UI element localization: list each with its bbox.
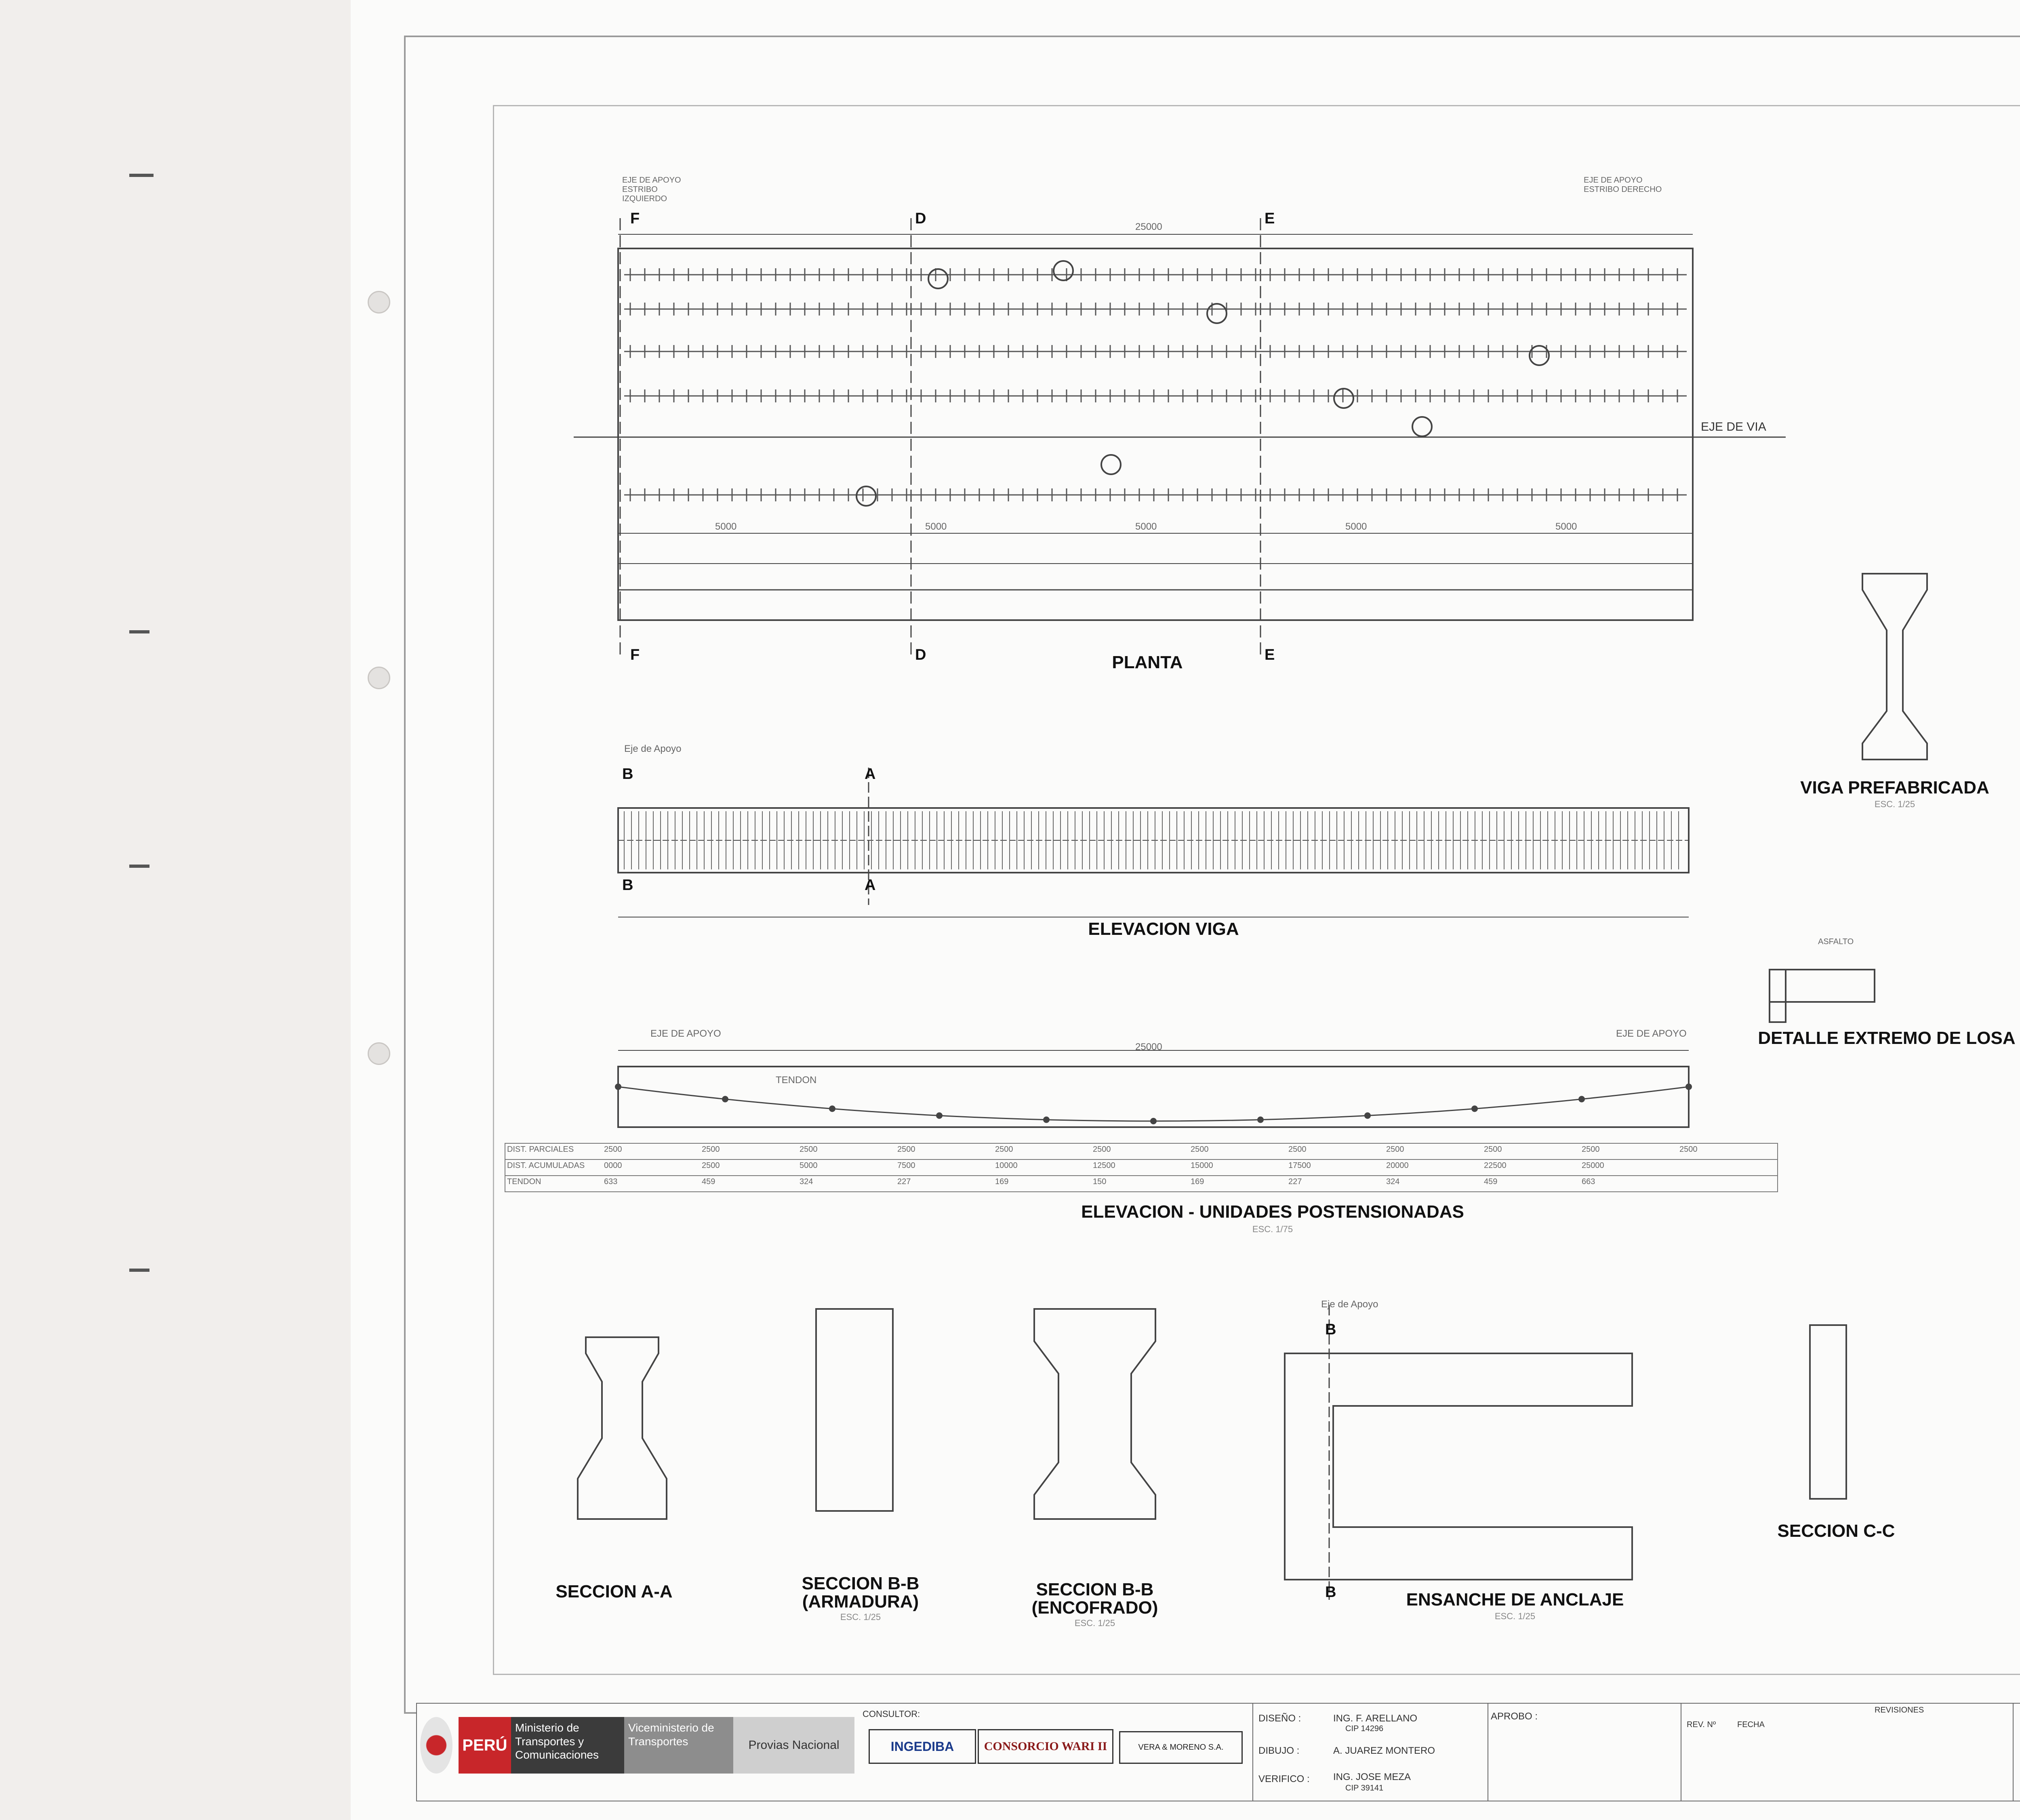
post-table-cell: 150 [1093,1177,1107,1186]
planta-span-2: 5000 [925,521,947,532]
planta-anchor-3 [1207,304,1227,323]
post-tendon-node [1471,1105,1478,1112]
post-table-cell: 633 [604,1177,618,1186]
post-table-cell: 324 [800,1177,813,1186]
post-table-cell: 2500 [604,1145,622,1154]
view-title-seccion-bb-enc: SECCION B-B [1036,1580,1154,1599]
subtitle-seccion-bb-arm: (ARMADURA) [802,1592,919,1612]
view-title-seccion-bb-arm: SECCION B-B [802,1574,920,1593]
vera-moreno-logo: VERA & MORENO S.A. [1119,1731,1243,1764]
post-tendon-node [1578,1096,1585,1103]
view-title-viga-prefabricada: VIGA PREFABRICADA [1800,778,1989,797]
revisiones-box [1681,1703,2014,1801]
ingediba-logo: INGEDIBA [869,1729,976,1764]
cut-mark-a-bottom: A [865,877,876,894]
post-table-cell: 2500 [1679,1145,1698,1154]
post-total-dim: 25000 [1135,1042,1162,1052]
post-tendon-node [722,1096,728,1103]
detalle-asfalto: ASFALTO [1818,937,1854,946]
view-title-planta: PLANTA [1112,652,1183,672]
seccion-bb-enc-shape [1034,1309,1155,1519]
planta-anchor-1 [928,269,948,288]
post-table-cell: 2500 [702,1145,720,1154]
post-table-cell: 25000 [1582,1161,1604,1170]
post-table-cell: 17500 [1288,1161,1311,1170]
post-table-cell: 10000 [995,1161,1018,1170]
post-table-cell: 2500 [1484,1145,1502,1154]
aprobo-label: APROBO : [1491,1711,1538,1722]
post-tendon-node [1364,1112,1371,1119]
planta-span-5: 5000 [1555,521,1577,532]
post-table-cell: 22500 [1484,1161,1507,1170]
detalle-extremo-edge [1770,970,1786,1022]
rev-no-col: REV. Nº [1687,1720,1716,1729]
post-table-cell: 2500 [995,1145,1013,1154]
post-table-cell: 0000 [604,1161,622,1170]
planta-span-4: 5000 [1345,521,1367,532]
planta-span-3: 5000 [1135,521,1157,532]
post-table-cell: 227 [897,1177,911,1186]
post-tendon-node [1685,1084,1692,1090]
post-table-cell: 2500 [800,1145,818,1154]
post-table-cell: 15000 [1191,1161,1213,1170]
view-title-seccion-aa: SECCION A-A [556,1582,673,1601]
scale-seccion-bb-arm: ESC. 1/25 [840,1612,881,1622]
planta-span-1: 5000 [715,521,737,532]
cut-mark-b-ensanche-top: B [1325,1321,1336,1338]
elev-viga-eje-apoyo: Eje de Apoyo [624,743,682,754]
consorcio-logo: CONSORCIO WARI II [978,1729,1113,1764]
post-tendon-node [829,1105,835,1112]
subtitle-seccion-bb-enc: (ENCOFRADO) [1031,1598,1158,1618]
post-table-cell: 459 [1484,1177,1498,1186]
cut-mark-d-bottom: D [915,646,926,663]
seccion-cc-shape [1810,1325,1846,1499]
post-table-cell: 20000 [1386,1161,1409,1170]
revisiones-label: REVISIONES [1875,1706,1924,1715]
post-table-cell: 2500 [1288,1145,1307,1154]
post-table-cell: 2500 [1582,1145,1600,1154]
cut-mark-e-bottom: E [1265,646,1275,663]
ensanche-shape [1285,1353,1632,1580]
post-table-cell: 2500 [1191,1145,1209,1154]
diseno-name: ING. F. ARELLANO [1333,1713,1418,1724]
post-tendon-node [1150,1118,1157,1124]
post-table-cell: 7500 [897,1161,915,1170]
scale-viga-prefabricada: ESC. 1/25 [1874,799,1915,809]
study-title [2016,1711,2020,1784]
consultor-label: CONSULTOR: [863,1709,920,1719]
verifico-label: VERIFICO : [1258,1774,1310,1784]
post-tendon-label: TENDON [776,1075,817,1086]
post-tendon-node [615,1084,621,1090]
study-line-1 [2016,1711,2020,1730]
cut-mark-d-top: D [915,210,926,227]
planta-eje-apoyo-izq: EJE DE APOYO ESTRIBO IZQUIERDO [622,176,681,203]
seccion-bb-arm-shape [816,1309,893,1511]
post-table-cell: 2500 [897,1145,915,1154]
planta-total-dim: 25000 [1135,221,1162,232]
view-title-elevacion-viga: ELEVACION VIGA [1088,919,1239,939]
planta-eje-via-label: EJE DE VIA [1701,420,1766,433]
cut-mark-b-ensanche-bottom: B [1325,1584,1336,1601]
diseno-cip: CIP 14296 [1345,1724,1384,1733]
post-table-cell: 2500 [1093,1145,1111,1154]
seccion-aa-shape [578,1337,667,1519]
post-tendon-node [936,1112,943,1119]
cut-mark-a-top: A [865,766,876,783]
post-table-cell: 459 [702,1177,715,1186]
post-tendon-node [1043,1117,1050,1123]
planta-anchor-6 [1412,417,1432,436]
post-table-cell: 2500 [702,1161,720,1170]
planta-anchor-2 [1054,261,1073,280]
study-line-2 [2016,1730,2020,1748]
post-table-cell: 227 [1288,1177,1302,1186]
scale-seccion-bb-enc: ESC. 1/25 [1074,1618,1115,1628]
post-eje-apoyo-l: EJE DE APOYO [650,1028,721,1039]
cut-mark-e-top: E [1265,210,1275,227]
dibujo-label: DIBUJO : [1258,1745,1300,1756]
cut-mark-b-top: B [622,766,633,783]
view-title-ensanche: ENSANCHE DE ANCLAJE [1406,1590,1624,1610]
verifico-name: ING. JOSE MEZA [1333,1772,1411,1782]
peru-coat-of-arms-icon [420,1717,452,1774]
post-tendon-profile [618,1087,1689,1121]
cut-mark-b-bottom: B [622,877,633,894]
contrato [2016,1766,2020,1784]
provias-logo: Provias Nacional [733,1717,854,1774]
post-eje-apoyo-r: EJE DE APOYO [1616,1028,1687,1039]
cut-mark-f-top: F [630,210,640,227]
ensanche-eje-apoyo: Eje de Apoyo [1321,1299,1378,1310]
post-table-cell: 169 [1191,1177,1204,1186]
ministerio-logo: Ministerio de Transportes y Comunicaciones [511,1717,624,1774]
peru-logo: PERÚ [459,1717,511,1774]
scale-elevacion-post: ESC. 1/75 [1252,1224,1293,1234]
diseno-label: DISEÑO : [1258,1713,1301,1724]
view-title-seccion-cc: SECCION C-C [1777,1521,1895,1541]
post-table-row-label: DIST. PARCIALES [507,1145,574,1154]
cut-mark-f-bottom: F [630,646,640,663]
fecha-col: FECHA [1737,1720,1765,1729]
post-table-cell: 324 [1386,1177,1400,1186]
post-tendon-node [1257,1117,1264,1123]
planta-anchor-5 [1334,389,1353,408]
post-table-row-label: DIST. ACUMULADAS [507,1161,585,1170]
post-table-row-label: TENDON [507,1177,541,1186]
viceministerio-logo: Viceministerio de Transportes [624,1717,733,1774]
planta-eje-apoyo-der: EJE DE APOYO ESTRIBO DERECHO [1584,176,1662,194]
planta-anchor-7 [1101,455,1121,474]
study-line-3 [2016,1748,2020,1766]
scale-ensanche: ESC. 1/25 [1494,1611,1536,1621]
post-table-cell: 663 [1582,1177,1595,1186]
view-title-elevacion-post: ELEVACION - UNIDADES POSTENSIONADAS [1081,1202,1464,1222]
dibujo-name: A. JUAREZ MONTERO [1333,1745,1435,1756]
post-table-cell: 2500 [1386,1145,1404,1154]
viga-prefabricada-shape [1862,574,1927,760]
view-title-detalle-extremo: DETALLE EXTREMO DE LOSA [1758,1028,2016,1048]
post-table-cell: 5000 [800,1161,818,1170]
post-table-cell: 169 [995,1177,1009,1186]
verifico-cip: CIP 39141 [1345,1784,1384,1793]
planta-anchor-8 [856,486,876,506]
post-table-cell: 12500 [1093,1161,1115,1170]
